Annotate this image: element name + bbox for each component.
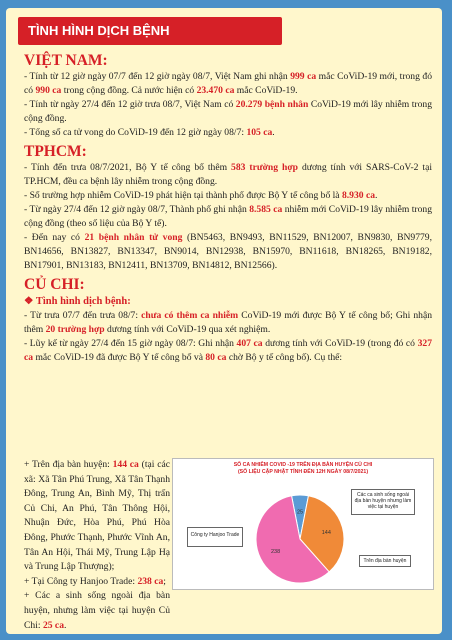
callout-outside: Các ca sinh sống ngoài địa bàn huyện nhưng làm việc tại huyện — [351, 489, 415, 515]
vn-p3: - Tổng số ca tử vong do CoViD-19 đến 12 giờ ngày 08/7: 105 ca. — [24, 127, 275, 138]
chart-title: SỐ CA NHIỄM COVID -19 TRÊN ĐỊA BÀN HUYỆN CỦ CHI (SỐ LIỆU CẬP NHẬT TÍNH ĐẾN 12H NGÀY 08/7/2021) — [233, 462, 373, 475]
pie-chart — [172, 458, 434, 590]
vn-p2: - Tính từ ngày 27/4 đến 12 giờ trưa 08/7, Việt Nam có 20.279 bệnh nhân CoViD-19 mới lây nhiễm trong cộng đồng. — [24, 99, 433, 124]
pie-value-label-2: 25 — [296, 509, 304, 516]
cuchi-p1: - Từ trưa 07/7 đến trưa 08/7: chưa có thêm ca nhiễm CoViD-19 mới được Bộ Y tế công bố; Ghi nhận thêm 20 trường hợp dương tính với CoViD-19 qua xét nghiệm. — [24, 310, 432, 335]
main-content — [24, 48, 432, 365]
cuchi-bullet-hanjoo: + Tại Công ty Hanjoo Trade: 238 ca; — [24, 575, 166, 587]
hcm-title: TPHCM: — [24, 143, 87, 160]
hcm-p1: - Tính đến trưa 08/7/2021, Bộ Y tế công bố thêm 583 trường hợp dương tính với SARS-CoV-2 tại TP.HCM, đều ca bệnh lây nhiễm trong cộng đồng. — [24, 162, 433, 187]
hcm-p3: - Từ ngày 27/4 đến 12 giờ ngày 08/7, Thành phố ghi nhận 8.585 ca nhiễm mới CoViD-19 lây nhiễm trong cộng đồng (theo số liệu của Bộ Y tế). — [24, 204, 433, 229]
vn-p1: - Tính từ 12 giờ ngày 07/7 đến 12 giờ ngày 08/7, Việt Nam ghi nhận 999 ca mắc CoViD-19 mới, trong đó có 990 ca trong cộng đồng. Cả nước hiện có 23.470 ca mắc CoViD-19. — [24, 71, 432, 96]
cuchi-p2: - Lũy kế từ ngày 27/4 đến 15 giờ ngày 08/7: Ghi nhận 407 ca dương tính với CoViD-19 (trong đó có 327 ca mắc CoViD-19 đã được Bộ Y tế công bố và 80 ca chờ Bộ y tế công bố). Cụ thể: — [24, 338, 432, 363]
cuchi-subtitle: ❖ Tình hình dịch bệnh: — [24, 296, 131, 307]
pie-value-label-0: 238 — [270, 549, 281, 556]
pie-svg — [173, 459, 433, 589]
section-header: TÌNH HÌNH DỊCH BỆNH — [18, 17, 282, 45]
callout-hanjoo: Công ty Hanjoo Trade — [187, 527, 243, 547]
hcm-p4: - Đến nay có 21 bệnh nhân tử vong (BN5463, BN9493, BN11529, BN12007, BN9830, BN9779, BN14656, BN13827, BN13347, BN9014, BN12938, BN15970, BN11618, BN18265, BN19182, BN17901, BN13183, BN12411, BN13709, BN14812, BN12566). — [24, 232, 432, 271]
cuchi-bullet-outside: + Các a sinh sống ngoài địa bàn huyện, nhưng làm việc tại huyện Củ Chi: 25 ca. — [24, 590, 170, 631]
cuchi-bullet-district: + Trên địa bàn huyện: 144 ca (tại các xã: Xã Tân Phú Trung, Xã Tân Thạnh Đông, Trung An, Bình Mỹ, Thị trấn Củ Chi, An Phú, Tân Thông Hội, Nhuận Đức, Hòa Phú, Phú Hòa Đông, Phước Thạnh, Phước Vĩnh An, Tân An Hội, Thái Mỹ, Trung Lập Hạ và Trung Lập Thượng); — [24, 459, 170, 573]
cuchi-title: CỦ CHI: — [24, 276, 85, 293]
vn-title: VIỆT NAM: — [24, 52, 108, 69]
cuchi-breakdown — [24, 458, 170, 633]
callout-district: Trên địa bàn huyện — [359, 555, 411, 567]
hcm-p2: - Số trường hợp nhiễm CoViD-19 phát hiện tại thành phố được Bộ Y tế công bố là 8.930 ca. — [24, 190, 378, 201]
pie-value-label-1: 144 — [321, 529, 331, 536]
